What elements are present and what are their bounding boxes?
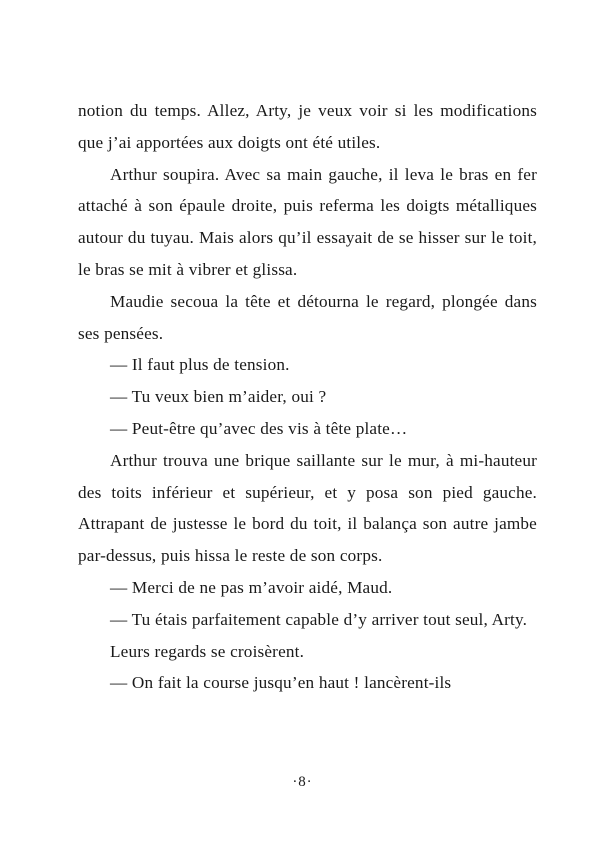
dialogue-line: — Tu veux bien m’aider, oui ? — [110, 387, 327, 407]
page-number-folio: ·8· — [292, 774, 313, 790]
dialogue-line: — Tu étais parfaitement capable d’y arriver tout seul, Arty. — [110, 609, 528, 629]
dialogue-line: — Peut-être qu’avec des vis à tête plate… — [110, 418, 408, 438]
dialogue-line: — Merci de ne pas m’avoir aidé, Maud. — [110, 577, 393, 597]
paragraph: Leurs regards se croisèrent. — [110, 641, 305, 661]
paragraph: Arthur trouva une brique saillante sur le mur, à mi-hauteur des toits inférieur et supérieur, et y posa son pied gauche. Attrapant de justesse le bord du toit, il balança son autre jambe par-dessus, puis hissa le reste de son corps. — [78, 450, 537, 566]
paragraph: Arthur soupira. Avec sa main gauche, il leva le bras en fer attaché à son épaule droite, puis referma les doigts métalliques autour du tuyau. Mais alors qu’il essayait de se hisser sur le toit, le bras se mit à vibrer et glissa. — [78, 164, 537, 279]
page-text-block — [78, 95, 537, 699]
paragraph: Maudie secoua la tête et détourna le regard, plongée dans ses pensées. — [78, 291, 537, 343]
dialogue-line: — Il faut plus de tension. — [110, 355, 290, 375]
paragraph: notion du temps. Allez, Arty, je veux voir si les modifications que j’ai apportées aux doigts ont été utiles. — [78, 101, 537, 152]
dialogue-line: — On fait la course jusqu’en haut ! lancèrent-ils — [110, 673, 452, 693]
